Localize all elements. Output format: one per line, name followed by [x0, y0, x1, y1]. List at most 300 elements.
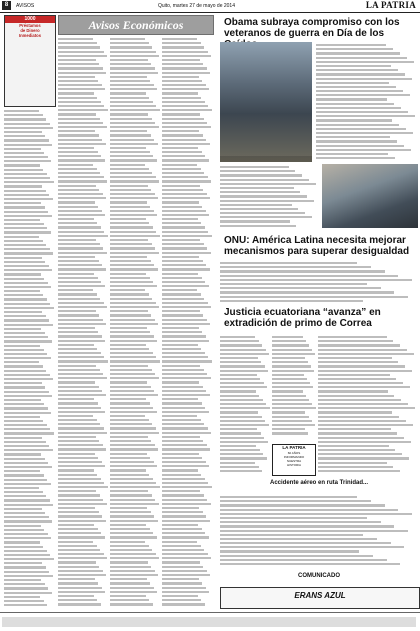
text-line: [4, 479, 47, 481]
text-line: [162, 231, 208, 233]
text-line: [58, 595, 94, 597]
text-line: [110, 134, 151, 136]
text-line: [4, 579, 41, 581]
text-line: [58, 134, 99, 136]
text-line: [318, 407, 415, 409]
text-line: [4, 198, 53, 200]
text-line: [58, 365, 96, 367]
text-line: [318, 411, 392, 413]
text-line: [272, 344, 309, 346]
text-line: [162, 155, 205, 157]
text-line: [58, 360, 108, 362]
text-line: [162, 490, 200, 492]
text-line: [58, 109, 108, 111]
text-line: [220, 424, 269, 426]
text-line: [220, 262, 357, 264]
page-footer: [0, 612, 420, 631]
text-line: [58, 444, 103, 446]
text-line: [316, 65, 391, 67]
text-line: [162, 88, 209, 90]
text-line: [110, 55, 159, 57]
text-line: [58, 164, 93, 166]
banner-title: Avisos Económicos: [88, 18, 184, 32]
text-line: [4, 458, 45, 460]
text-line: [272, 399, 309, 401]
text-line: [316, 69, 398, 71]
text-line: [220, 542, 391, 544]
text-line: [110, 574, 158, 576]
text-line: [110, 469, 146, 471]
text-line: [110, 260, 151, 262]
text-line: [162, 561, 200, 563]
text-line: [316, 153, 388, 155]
text-line: [110, 503, 159, 505]
text-line: [110, 444, 155, 446]
text-line: [316, 94, 410, 96]
text-line: [162, 176, 208, 178]
text-line: [4, 160, 51, 162]
text-line: [4, 231, 51, 233]
article-body: [220, 334, 270, 474]
text-line: [316, 48, 393, 50]
text-line: [110, 285, 157, 287]
text-line: [318, 428, 391, 430]
text-line: [162, 587, 206, 589]
text-line: [58, 231, 104, 233]
text-line: [162, 289, 197, 291]
text-line: [220, 170, 295, 172]
text-line: [58, 72, 106, 74]
text-line: [162, 210, 206, 212]
text-line: [110, 545, 149, 547]
text-line: [4, 361, 39, 363]
text-line: [162, 432, 211, 434]
text-line: [4, 596, 40, 598]
text-line: [58, 427, 104, 429]
text-line: [220, 174, 302, 176]
text-line: [110, 247, 155, 249]
text-line: [4, 227, 47, 229]
text-line: [318, 441, 411, 443]
text-line: [162, 101, 205, 103]
text-line: [4, 303, 50, 305]
text-line: [4, 420, 43, 422]
text-line: [162, 293, 201, 295]
text-line: [162, 511, 203, 513]
issue-date: Quito, martes 27 de mayo de 2014: [158, 3, 235, 9]
text-line: [220, 500, 371, 502]
text-line: [4, 286, 51, 288]
text-line: [58, 587, 102, 589]
text-line: [162, 402, 202, 404]
text-line: [110, 314, 151, 316]
text-line: [316, 61, 414, 63]
text-line: [4, 504, 53, 506]
text-line: [58, 260, 99, 262]
text-line: [110, 536, 157, 538]
text-line: [162, 252, 211, 254]
article-body: [318, 334, 416, 474]
text-line: [58, 402, 98, 404]
text-line: [58, 252, 107, 254]
text-line: [220, 296, 408, 298]
text-line: [58, 323, 106, 325]
text-line: [162, 323, 210, 325]
text-line: [110, 231, 156, 233]
text-line: [162, 557, 211, 559]
text-line: [58, 289, 93, 291]
text-line: [4, 386, 45, 388]
text-line: [58, 176, 104, 178]
text-line: [110, 411, 157, 413]
text-line: [220, 365, 265, 367]
text-line: [110, 402, 150, 404]
text-line: [58, 557, 107, 559]
text-line: [110, 394, 158, 396]
text-line: [220, 563, 400, 565]
text-line: [4, 516, 49, 518]
text-line: [162, 235, 212, 237]
text-line: [110, 38, 145, 40]
text-line: [4, 558, 54, 560]
text-line: [4, 562, 42, 564]
text-line: [318, 390, 388, 392]
text-line: [58, 139, 102, 141]
classified-column-4: [162, 36, 212, 608]
text-line: [58, 130, 95, 132]
text-line: [4, 336, 48, 338]
text-line: [4, 537, 51, 539]
text-line: [58, 457, 98, 459]
text-line: [318, 462, 387, 464]
text-line: [272, 390, 303, 392]
text-line: [162, 67, 207, 69]
text-line: [272, 361, 308, 363]
text-line: [58, 67, 103, 69]
text-line: [162, 42, 201, 44]
text-line: [110, 218, 146, 220]
text-line: [4, 332, 45, 334]
text-line: [220, 496, 357, 498]
text-line: [4, 462, 48, 464]
text-line: [220, 550, 359, 552]
text-line: [110, 415, 145, 417]
text-line: [162, 340, 209, 342]
text-line: [162, 474, 201, 476]
text-line: [58, 386, 99, 388]
text-line: [162, 507, 199, 509]
text-line: [110, 549, 152, 551]
text-line: [58, 155, 101, 157]
text-line: [162, 226, 205, 228]
text-line: [58, 105, 104, 107]
text-line: [272, 374, 304, 376]
text-line: [318, 378, 396, 380]
text-line: [220, 279, 412, 281]
text-line: [220, 382, 264, 384]
text-line: [58, 46, 100, 48]
text-line: [162, 348, 201, 350]
text-line: [4, 290, 40, 292]
text-line: [58, 327, 95, 329]
text-line: [4, 248, 50, 250]
text-line: [162, 51, 208, 53]
text-line: [58, 503, 107, 505]
text-line: [110, 67, 155, 69]
text-line: [220, 208, 298, 210]
text-line: [162, 189, 203, 191]
text-line: [316, 103, 394, 105]
text-line: [162, 268, 210, 270]
text-line: [58, 482, 104, 484]
text-line: [58, 76, 95, 78]
text-line: [4, 374, 50, 376]
text-line: [318, 399, 401, 401]
text-line: [58, 507, 95, 509]
text-line: [220, 420, 265, 422]
text-line: [110, 335, 154, 337]
text-line: [162, 373, 207, 375]
text-line: [4, 261, 45, 263]
text-line: [220, 513, 412, 515]
text-line: [162, 599, 201, 601]
text-line: [4, 265, 49, 267]
text-line: [162, 159, 209, 161]
text-line: [110, 566, 151, 568]
text-line: [162, 377, 211, 379]
text-line: [110, 84, 154, 86]
text-line: [220, 399, 263, 401]
text-line: [272, 336, 303, 338]
text-line: [162, 281, 205, 283]
text-line: [272, 432, 308, 434]
text-line: [162, 335, 206, 337]
text-line: [318, 466, 393, 468]
text-line: [316, 136, 390, 138]
text-line: [162, 113, 200, 115]
text-line: [162, 566, 203, 568]
text-line: [220, 457, 267, 459]
page-number: 8: [2, 1, 11, 10]
text-line: [162, 260, 203, 262]
text-line: [110, 252, 159, 254]
text-line: [110, 264, 154, 266]
text-line: [4, 340, 52, 342]
text-line: [162, 239, 200, 241]
text-line: [110, 143, 158, 145]
text-line: [58, 285, 105, 287]
text-line: [58, 536, 105, 538]
text-line: [4, 144, 52, 146]
text-line: [4, 391, 49, 393]
text-line: [316, 132, 413, 134]
text-line: [4, 118, 46, 120]
text-line: [110, 390, 154, 392]
text-line: [110, 561, 148, 563]
text-line: [4, 169, 43, 171]
text-line: [162, 448, 210, 450]
text-line: [220, 166, 289, 168]
text-line: [4, 152, 44, 154]
text-line: [110, 164, 145, 166]
text-line: [162, 109, 212, 111]
text-line: [220, 559, 387, 561]
text-line: [4, 190, 46, 192]
text-line: [220, 225, 296, 227]
text-line: [58, 159, 105, 161]
advert-number: 1000: [5, 16, 55, 23]
text-line: [162, 515, 206, 517]
text-line: [110, 277, 150, 279]
text-line: [58, 168, 97, 170]
text-line: [318, 470, 400, 472]
classified-column-2: [58, 36, 108, 608]
text-line: [110, 42, 149, 44]
text-line: [4, 194, 49, 196]
text-line: [162, 419, 201, 421]
text-line: [316, 107, 401, 109]
text-line: [110, 582, 150, 584]
text-line: [162, 494, 204, 496]
text-line: [4, 592, 52, 594]
text-line: [162, 352, 205, 354]
text-line: [272, 378, 307, 380]
text-line: [220, 449, 260, 451]
headline-justicia: Justicia ecuatoriana “avanza” en extradición de primo de Correa: [224, 307, 381, 329]
text-line: [162, 365, 200, 367]
text-line: [58, 97, 97, 99]
advert-line: de Dinero: [20, 28, 40, 33]
text-line: [110, 377, 159, 379]
text-line: [110, 226, 153, 228]
text-line: [220, 462, 255, 464]
text-line: [162, 214, 209, 216]
text-line: [4, 600, 44, 602]
text-line: [4, 541, 40, 543]
text-line: [220, 287, 381, 289]
text-line: [220, 445, 256, 447]
text-line: [4, 441, 46, 443]
text-line: [162, 306, 211, 308]
text-line: [110, 306, 159, 308]
text-line: [162, 411, 209, 413]
text-line: [58, 122, 103, 124]
text-line: [220, 183, 316, 185]
text-line: [58, 407, 101, 409]
text-line: [58, 369, 100, 371]
text-line: [110, 511, 151, 513]
text-line: [110, 557, 159, 559]
text-line: [110, 599, 149, 601]
text-line: [220, 357, 258, 359]
news-column: [218, 14, 420, 610]
text-line: [272, 357, 305, 359]
text-line: [110, 587, 154, 589]
text-line: [110, 193, 155, 195]
text-line: [4, 278, 44, 280]
text-line: [58, 528, 98, 530]
text-line: [162, 344, 198, 346]
text-line: [4, 453, 41, 455]
text-line: [110, 210, 154, 212]
text-line: [220, 378, 260, 380]
text-line: [110, 457, 150, 459]
classifieds-banner: [58, 15, 214, 35]
text-line: [272, 386, 313, 388]
text-line: [162, 180, 211, 182]
text-line: [58, 603, 101, 605]
text-line: [316, 119, 392, 121]
text-line: [110, 327, 147, 329]
text-line: [162, 193, 207, 195]
text-line: [4, 240, 43, 242]
text-line: [58, 532, 101, 534]
text-line: [220, 266, 371, 268]
box-line: 60 AÑOS: [287, 451, 301, 455]
text-line: [220, 441, 268, 443]
text-line: [4, 282, 48, 284]
text-line: [316, 128, 406, 130]
text-line: [162, 331, 202, 333]
text-line: [4, 546, 43, 548]
text-line: [162, 398, 198, 400]
text-line: [110, 113, 148, 115]
text-line: [58, 206, 98, 208]
text-line: [58, 553, 104, 555]
text-line: [318, 340, 393, 342]
text-line: [110, 180, 159, 182]
text-line: [58, 319, 103, 321]
text-line: [316, 90, 403, 92]
text-line: [162, 277, 202, 279]
text-line: [110, 80, 150, 82]
text-line: [110, 118, 152, 120]
text-line: [110, 126, 159, 128]
communication-title: COMUNICADO: [298, 573, 340, 579]
text-line: [162, 532, 205, 534]
text-line: [4, 110, 39, 112]
text-line: [110, 482, 156, 484]
text-line: [58, 440, 99, 442]
text-line: [162, 285, 209, 287]
text-line: [318, 344, 400, 346]
text-line: [220, 428, 257, 430]
text-line: [58, 55, 107, 57]
text-line: [4, 294, 43, 296]
text-line: [58, 436, 96, 438]
text-line: [58, 273, 94, 275]
text-line: [162, 390, 206, 392]
text-line: [162, 503, 211, 505]
text-line: [318, 361, 398, 363]
text-line: [316, 44, 386, 46]
text-line: [110, 490, 148, 492]
text-line: [4, 403, 44, 405]
text-line: [316, 98, 387, 100]
text-line: [162, 243, 204, 245]
text-line: [110, 310, 148, 312]
text-line: [162, 55, 211, 57]
text-line: [110, 46, 152, 48]
text-line: [162, 499, 207, 501]
text-line: [110, 176, 156, 178]
text-line: [162, 394, 210, 396]
text-line: [4, 432, 54, 434]
text-line: [162, 570, 207, 572]
text-line: [318, 416, 399, 418]
text-line: [162, 247, 207, 249]
text-line: [110, 63, 151, 65]
